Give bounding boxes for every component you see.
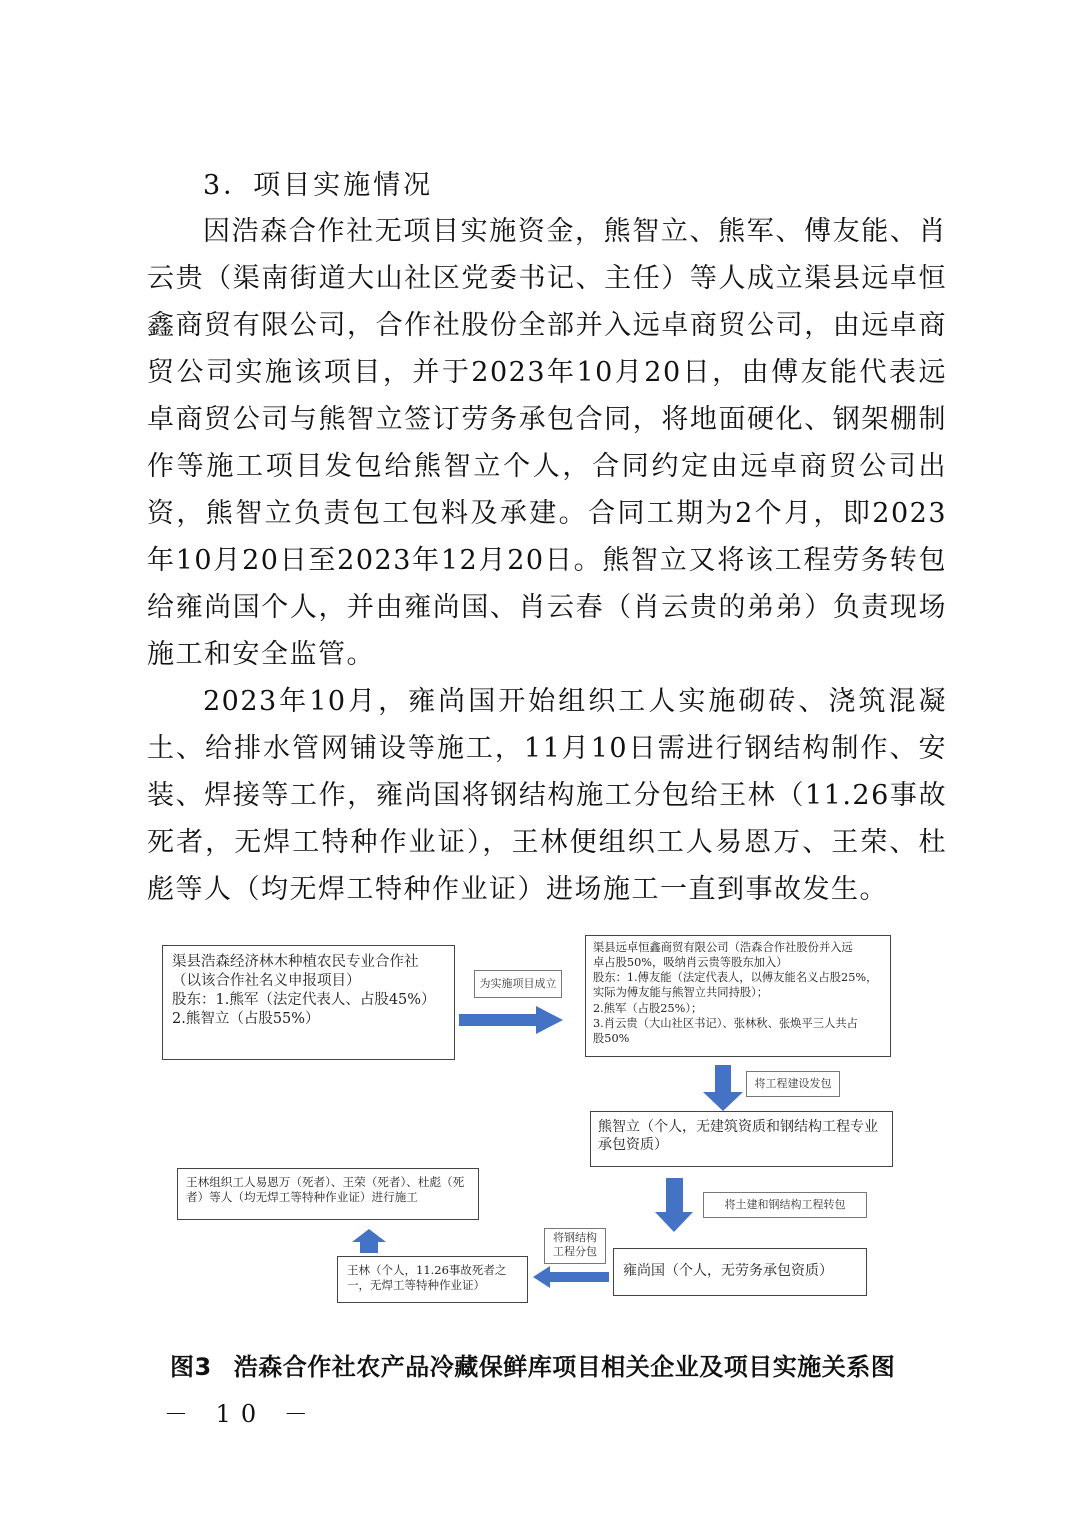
yong-box bbox=[613, 1248, 867, 1296]
yong-line: 雍尚国（个人，无劳务承包资质） bbox=[623, 1263, 833, 1279]
body-text bbox=[147, 208, 947, 913]
wang-line: 一，无焊工等特种作业证） bbox=[347, 1278, 485, 1293]
label-steel-line: 将钢结构 bbox=[553, 1231, 597, 1244]
company-box bbox=[585, 935, 891, 1057]
arrow-down-icon bbox=[703, 1065, 743, 1111]
xiong-line: 熊智立（个人，无建筑资质和钢结构工程专业 bbox=[598, 1119, 878, 1135]
workers-line: 者）等人（均无焊工等特种作业证）进行施工 bbox=[186, 1190, 418, 1205]
xiong-line: 承包资质） bbox=[598, 1137, 668, 1154]
label-steel-subcontract bbox=[544, 1228, 606, 1264]
wang-line: 王林（个人，11.26事故死者之 bbox=[347, 1263, 507, 1277]
company-line: 2.熊军（占股25%）； bbox=[593, 1001, 703, 1015]
cooperative-line: 2.熊智立（占股55%） bbox=[172, 1011, 320, 1028]
cooperative-line: 渠县浩森经济林木种植农民专业合作社 bbox=[172, 954, 419, 970]
company-line: 渠县远卓恒鑫商贸有限公司（浩森合作社股份并入远 bbox=[593, 941, 853, 954]
figure-title: 浩森合作社农产品冷藏保鲜库项目相关企业及项目实施关系图 bbox=[233, 1353, 896, 1381]
arrow-down-icon-2 bbox=[655, 1178, 693, 1232]
label-steel-line: 工程分包 bbox=[553, 1245, 597, 1259]
label-establish: 为实施项目成立 bbox=[474, 970, 562, 998]
figure-caption bbox=[170, 1347, 895, 1382]
workers-box bbox=[177, 1168, 479, 1220]
arrow-left-icon bbox=[533, 1266, 609, 1288]
figure-number: 图3 bbox=[170, 1353, 212, 1381]
paragraph-1: 因浩森合作社无项目实施资金，熊智立、熊军、傅友能、肖云贵（渠南街道大山社区党委书记、主任）等人成立渠县远卓恒鑫商贸有限公司，合作社股份全部并入远卓商贸公司，由远卓商贸公司实施该项目，并于2023年10月20日，由傅友能代表远卓商贸公司与熊智立签订劳务承包合同，将地面硬化、钢架棚制作等施工项目发包给熊智立个人，合同约定由远卓商贸公司出资，熊智立负责包工包料及承建。合同工期为2个月，即2023年10月20日至2023年12月20日。熊智立又将该工程劳务转包给雍尚国个人，并由雍尚国、肖云春（肖云贵的弟弟）负责现场施工和安全监管。 bbox=[147, 216, 947, 670]
company-line: 卓占股50%，吸纳肖云贵等股东加入） bbox=[593, 956, 788, 970]
page-number: － 10 － bbox=[164, 1400, 318, 1428]
section-heading: 3．项目实施情况 bbox=[203, 170, 434, 201]
cooperative-line: （以该合作社名义申报项目） bbox=[172, 973, 361, 990]
xiong-box bbox=[590, 1111, 893, 1167]
company-line: 3.肖云贵（大山社区书记）、张林秋、张焕平三人共占 bbox=[593, 1016, 858, 1030]
company-line: 股东：1.傅友能（法定代表人，以傅友能名义占股25%， bbox=[593, 971, 878, 985]
company-line: 股50% bbox=[593, 1031, 630, 1045]
arrow-up-icon bbox=[352, 1229, 386, 1253]
workers-line: 王林组织工人易恩万（死者）、王荣（死者）、杜彪（死 bbox=[186, 1175, 465, 1189]
label-contract: 将工程建设发包 bbox=[746, 1071, 840, 1097]
cooperative-box bbox=[162, 945, 455, 1060]
cooperative-line: 股东：1.熊军（法定代表人、占股45%） bbox=[172, 992, 436, 1009]
paragraph-2: 2023年10月，雍尚国开始组织工人实施砌砖、浇筑混凝土、给排水管网铺设等施工，11月10日需进行钢结构制作、安装、焊接等工作，雍尚国将钢结构施工分包给王林（11.26事故死者，无焊工特种作业证），王林便组织工人易恩万、王荣、杜彪等人（均无焊工特种作业证）进场施工一直到事故发生。 bbox=[147, 686, 947, 905]
arrow-right-icon bbox=[459, 1006, 563, 1034]
wang-box bbox=[337, 1256, 528, 1303]
company-line: 实际为傅友能与熊智立共同持股）； bbox=[593, 986, 769, 1000]
label-subcontract: 将土建和钢结构工程转包 bbox=[703, 1192, 867, 1218]
